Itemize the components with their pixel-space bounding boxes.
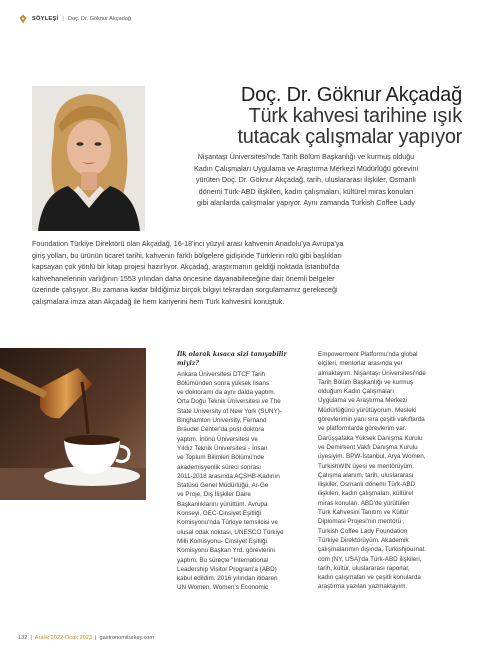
- column-line: yaptım. İnönü Üniversitesi ve: [177, 435, 258, 443]
- column-line: yaptım. Bu süreçte "International: [177, 556, 269, 564]
- intro-line: üzerinde çalışıyor. Bu zamana kadar bildiğimiz birçok bilgiyi tekrardan sorgulamamız gerekeceği: [32, 285, 338, 295]
- text-column-3: [318, 350, 442, 592]
- page-number: 132: [18, 635, 28, 641]
- column-line: kabul edildim. 2016 yılından itibaren: [177, 575, 278, 583]
- column-line: Binghamton University, Fernand: [177, 417, 267, 425]
- column-line: Yıldız Teknik Üniversitesi - İnsan: [177, 444, 268, 452]
- footer-separator: |: [30, 635, 32, 641]
- column-line: State University of New York (SUNY)-: [177, 407, 282, 415]
- column-line: Başkanlıklarını yürüttüm. Avrupa: [177, 500, 268, 508]
- column-line: Tarih Bölüm Başkanlığı ve kurmuş: [318, 378, 414, 386]
- header-author: Doç. Dr. Göknur Akçadağ: [67, 16, 131, 22]
- column-line: ve Toplum Bilimleri Bölümü'nde: [177, 454, 265, 462]
- page-footer: [18, 635, 154, 641]
- column-line: Konseyi, GEC-Cinsiyet Eşitliği: [177, 510, 261, 518]
- title-name: Doç. Dr. Göknur Akçadağ: [240, 84, 462, 106]
- pen-nib-icon: [18, 14, 28, 24]
- column-line: Komisyonu Başkan Yrd. görevlerini: [177, 547, 275, 555]
- column-line: almaktayım. Nişantaşı Üniversitesi'nde: [318, 369, 426, 377]
- article-title: [162, 84, 462, 148]
- column-line: ve Demirkent Vakfı Danışma Kurulu: [318, 443, 418, 451]
- column-line: Braudel Center'da post doktora: [177, 426, 264, 434]
- column-line: Ankara Üniversitesi DTCF Tarih: [177, 370, 266, 378]
- column-line: elçileri, mentorlar arasında yer: [318, 360, 403, 368]
- column-line: Milli Komisyonu- Cinsiyet Eşitliği: [177, 537, 267, 545]
- column-line: tarih, kültür, uluslararası raporlar,: [318, 564, 410, 572]
- column-line: Komisyonu'nda Türkiye temsilcisi ve: [177, 519, 278, 527]
- column-line: akademisyenlik süreci sonrası: [177, 463, 261, 471]
- column-line: ilişkileri, kadın çalışmaları, kültürel: [318, 490, 414, 498]
- footer-separator: |: [95, 635, 97, 641]
- intro-paragraph-bottom: [32, 238, 460, 308]
- issue-date: Aralık 2022-Ocak 2023: [34, 635, 93, 641]
- title-line-2: tutacak çalışmalar yapıyor: [237, 126, 462, 148]
- column-line: Turkish Coffee Lady Foundation: [318, 527, 408, 535]
- column-line: Orta Doğu Teknik Üniversitesi ve The: [177, 398, 281, 406]
- portrait-photo: [32, 86, 145, 231]
- intro-line: kahvehanelerinin varlığının 1553 yılından daha öncesine dayanabileceğine dair önemli belgeler: [32, 273, 335, 283]
- column-line: com (NY, USA)'da Türk-ABD ilişkileri,: [318, 555, 422, 563]
- intro-line: kapsayan çok yönlü bir kitap projesi hazırlıyor. Akçadağ, araştırmanın geldiği noktada İstanbul'da: [32, 262, 340, 272]
- column-line: ulusal odak noktası, UNESCO Türkiye: [177, 528, 284, 536]
- column-line: Diplomasi Projesi'nin mentörü ,: [318, 518, 405, 526]
- column-line: Çalışma alanım, tarih, uluslararası: [318, 471, 414, 479]
- page-header: [18, 12, 131, 26]
- column-line: ilişkiler, Osmanlı dönemi Türk-ABD: [318, 481, 416, 489]
- column-line: olduğum Kadın Çalışmaları: [318, 388, 394, 396]
- column-line: Statüsü Genel Müdürlüğü, Ar-Ge: [177, 482, 269, 490]
- coffee-photo: [0, 348, 146, 500]
- column-line: ve platformlarda görevlerim var.: [318, 425, 407, 433]
- column-line: Türk Kahvesini Tanıtım ve Kültür: [318, 509, 409, 517]
- column-line: Müdürlüğünü yürütüyorum. Mesleki: [318, 406, 417, 414]
- column-line: Leadership Visitor Program'a (ABD): [177, 565, 277, 573]
- interview-question: İlk olarak kısaca sizi tanıyabilir miyiz?: [177, 351, 287, 368]
- column-line: araştırma yazıları yazmaktayım.: [318, 583, 408, 591]
- column-line: ve doktoramı da aynı dalda yaptım.: [177, 389, 276, 397]
- intro-line: çalışmalara imza atan Akçadağ ile hem kariyerini hem Türk kahvesini konuştuk.: [32, 296, 285, 306]
- column-line: Türkiye Direktörüyüm. Akademik: [318, 536, 409, 544]
- intro-line: Nişantaşı Üniversitesi'nde Tarih Bölüm Başkanlığı ve kurmuş olduğu: [197, 152, 415, 161]
- column-line: UN Women, Women's Economic: [177, 584, 269, 592]
- text-column-2: [177, 350, 298, 593]
- column-line: miras konuları. ABD'de yürütülen: [318, 499, 410, 507]
- column-line: üyesiyim. BPW-İstanbul, Arya Women,: [318, 453, 426, 461]
- title-line-1: Türk kahvesi tarihine ışık: [248, 105, 462, 127]
- column-line: çalışmalarımın dışında, Turkishjournal.: [318, 546, 426, 554]
- intro-line: giriş yolları, bu ürünün ticaret tarihi, kahvenin farklı bölgelere gidişinde Türklerin rolü gibi başlıkları: [32, 250, 342, 260]
- column-line: görevlerimin yanı sıra çeşitli vakıflarda: [318, 416, 425, 424]
- column-line: ve Proje, Dış İlişkiler Daire: [177, 491, 251, 499]
- column-line: 2011-2018 arasında AÇSHB-Kadının: [177, 472, 280, 480]
- column-line: Bölümünden sonra yüksek lisans: [177, 379, 270, 387]
- header-separator: |: [62, 16, 64, 22]
- intro-line: Foundation Türkiye Direktörü olan Akçadağ, 16-18'inci yüzyıl arası kahvenin Anadolu'ya Avrupa'ya: [32, 239, 344, 248]
- column-line: kadın çalışmaları ve çeşitli konularda: [318, 574, 421, 582]
- column-line: Darüşşafaka Yüksek Danışma Kurulu: [318, 434, 423, 442]
- intro-line: gibi alanlarda çalışmalar yapıyor. Aynı zamanda Turkish Coffee Lady: [197, 198, 415, 208]
- intro-line: Kadın Çalışmaları Uygulama ve Araştırma Merkezi Müdürlüğü görevini: [193, 163, 419, 173]
- column-line: Uygulama ve Araştırma Merkezi: [318, 397, 408, 405]
- section-label: SÖYLEŞİ: [32, 16, 59, 22]
- column-line: TurkishWIN üyesi ve mentörüyüm.: [318, 462, 414, 470]
- intro-line: dönemi Türk-ABD ilişkileri, kadın çalışmaları, kültürel miras konuları: [198, 186, 414, 196]
- intro-line: yürüten Doç. Dr. Göknur Akçadağ, tarih, uluslararası ilişkiler, Osmanlı: [195, 175, 417, 185]
- column-line: Empowerment Platformu'nda global: [318, 351, 418, 358]
- website-link[interactable]: gastronomiturkey.com: [99, 635, 155, 641]
- intro-paragraph-top: [152, 151, 460, 209]
